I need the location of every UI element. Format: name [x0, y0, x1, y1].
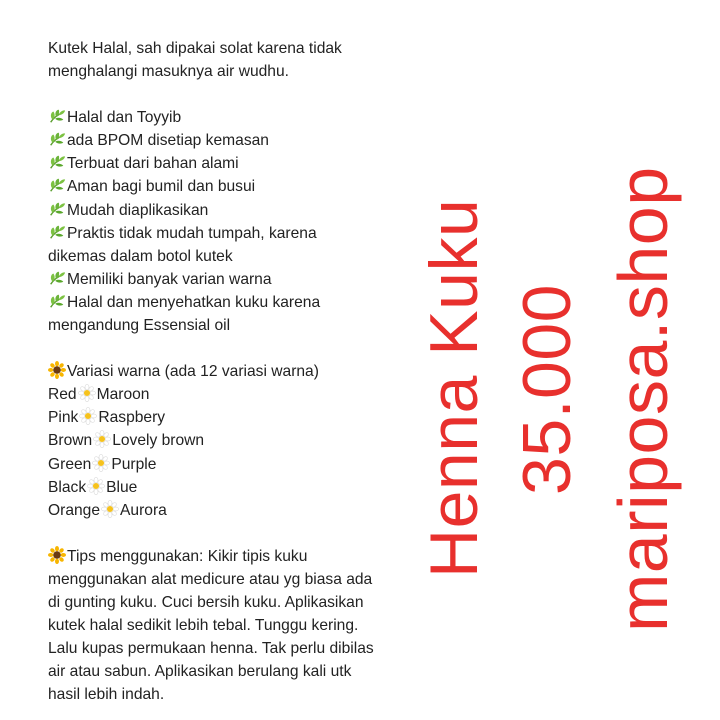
spacer [48, 337, 418, 360]
herb-leaf-icon [48, 107, 66, 125]
benefit-item-continued: dikemas dalam botol kutek [48, 247, 233, 265]
tips-line: di gunting kuku. Cuci bersih kuku. Aplikasikan [48, 593, 364, 611]
herb-leaf-icon [48, 223, 66, 241]
herb-leaf-icon [48, 269, 66, 287]
benefit-item: Terbuat dari bahan alami [48, 152, 418, 175]
benefit-item: Memiliki banyak varian warna [48, 268, 418, 291]
sunflower-icon [48, 546, 66, 564]
blossom-icon [92, 454, 110, 472]
website-vertical: mariposa.shop [604, 166, 682, 632]
herb-leaf-icon [48, 292, 66, 310]
tips-line: Lalu kupas permukaan henna. Tak perlu dibilas [48, 640, 374, 658]
spacer [48, 522, 418, 545]
benefit-item: Aman bagi bumil dan busui [48, 175, 418, 198]
variants-list [48, 383, 418, 522]
tips-line: menggunakan alat medicure atau yg biasa ada [48, 570, 373, 588]
herb-leaf-icon [48, 153, 66, 171]
herb-leaf-icon [48, 200, 66, 218]
benefit-item-continued: mengandung Essensial oil [48, 317, 231, 335]
variant-row: Orange Aurora [48, 501, 167, 519]
herb-leaf-icon [48, 176, 66, 194]
benefit-item: Halal dan Toyyib [48, 106, 418, 129]
price-vertical: 35.000 [509, 284, 585, 495]
tips-line: hasil lebih indah. [48, 686, 165, 704]
tips-line: kutek halal sedikit lebih tebal. Tunggu kering. [48, 617, 359, 635]
variant-row: Black Blue [48, 478, 138, 496]
blossom-icon [79, 407, 97, 425]
benefit-item: Mudah diaplikasikan [48, 199, 418, 222]
benefit-item: ada BPOM disetiap kemasan [48, 129, 418, 152]
variant-row: Green Purple [48, 455, 157, 473]
variant-row: Brown Lovely brown [48, 432, 205, 450]
blossom-icon [101, 500, 119, 518]
variant-row: Pink Raspbery [48, 409, 166, 427]
blossom-icon [78, 384, 96, 402]
intro-line: menghalangi masuknya air wudhu. [48, 63, 289, 81]
usage-tips [48, 545, 418, 707]
blossom-icon [87, 477, 105, 495]
spacer [48, 83, 418, 106]
herb-leaf-icon [48, 130, 66, 148]
tips-line: air atau sabun. Aplikasikan berulang kali utk [48, 663, 352, 681]
tips-line: Tips menggunakan: Kikir tipis kuku [48, 545, 418, 568]
benefits-list [48, 106, 418, 337]
variants-heading: Variasi warna (ada 12 variasi warna) [48, 360, 418, 383]
blossom-icon [93, 430, 111, 448]
benefit-item: Praktis tidak mudah tumpah, karena [48, 222, 418, 245]
variant-row: Red Maroon [48, 386, 150, 404]
intro-line: Kutek Halal, sah dipakai solat karena tidak [48, 40, 342, 57]
benefit-item: Halal dan menyehatkan kuku karena [48, 291, 418, 314]
sunflower-icon [48, 361, 66, 379]
product-name-vertical: Henna Kuku [416, 198, 492, 578]
product-description [48, 37, 418, 706]
